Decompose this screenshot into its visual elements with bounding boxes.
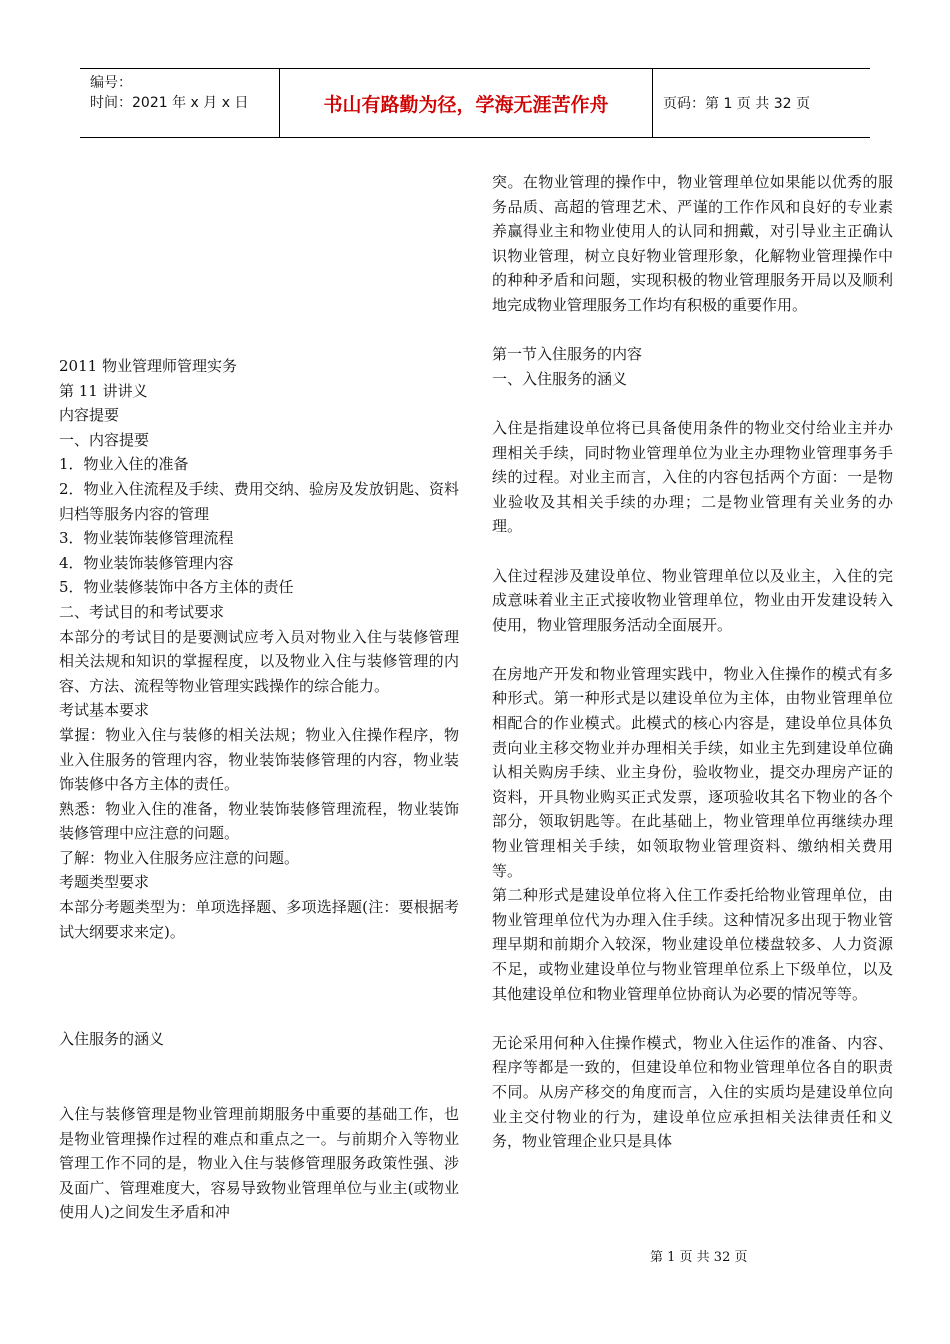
section-heading: 入住服务的涵义: [59, 1030, 165, 1048]
paragraph: 本部分考题类型为：单项选择题、多项选择题(注：要根据考试大纲要求来定)。: [59, 898, 459, 941]
paragraph: 入住与装修管理是物业管理前期服务中重要的基础工作，也是物业管理操作过程的难点和重点之一。与前期介入等物业管理工作不同的是，物业入住与装修管理服务政策性强、涉及面广、管理难度大，容易导致物业管理单位与业主(或物业使用人)之间发生矛盾和冲: [59, 1105, 459, 1222]
paragraph: 了解：物业入住服务应注意的问题。: [59, 848, 300, 867]
subheading: 考试基本要求: [59, 701, 150, 720]
doc-number-label: 编号：: [90, 75, 132, 91]
list-item: 4．物业装饰装修管理内容: [59, 553, 234, 572]
section-heading: 二、考试目的和考试要求: [59, 602, 225, 621]
list-item: 2．物业入住流程及手续、费用交纳、验房及发放钥匙、资料归档等服务内容的管理: [59, 479, 459, 523]
header-motto: 书山有路勤为径，学海无涯苦作舟: [280, 69, 653, 137]
list-item: 1．物业入住的准备: [59, 455, 189, 474]
left-section-heading-block: [59, 1027, 459, 1052]
section-heading: 一、内容提要: [59, 430, 150, 449]
paragraph: 入住过程涉及建设单位、物业管理单位以及业主，入住的完成意味着业主正式接收物业管理单位，物业由开发建设转入使用，物业管理服务活动全面展开。: [492, 566, 893, 634]
list-item: 5．物业装修装饰中各方主体的责任: [59, 578, 294, 597]
left-paragraph-block: [59, 1102, 459, 1225]
lecture-number: 第 11 讲讲义: [59, 381, 148, 400]
paragraph: 在房地产开发和物业管理实践中，物业入住操作的模式有多种形式。第一种形式是以建设单位为主体，由物业管理单位相配合的作业模式。此模式的核心内容是，建设单位具体负责向业主移交物业并办理相关手续，如业主先到建设单位确认相关购房手续、业主身份，验收物业，提交办理房产证的资料，开具物业购买正式发票，逐项验收其名下物业的各个部分，领取钥匙等。在此基础上，物业管理单位再继续办理物业管理相关手续，如领取物业管理资料、缴纳相关费用等。: [492, 664, 893, 880]
paragraph: 无论采用何种入住操作模式，物业入住运作的准备、内容、程序等都是一致的，但建设单位和物业管理单位各自的职责不同。从房产移交的角度而言，入住的实质均是建设单位向业主交付物业的行为，建设单位应承担相关法律责任和义务，物业管理企业只是具体: [492, 1033, 893, 1151]
list-item: 3．物业装饰装修管理流程: [59, 529, 234, 548]
paragraph: 本部分的考试目的是要测试应考入员对物业入住与装修管理相关法规和知识的掌握程度，以及物业入住与装修管理的内容、方法、流程等物业管理实践操作的综合能力。: [59, 627, 459, 695]
page-footer: 第 1 页 共 32 页: [650, 1250, 748, 1265]
paragraph: 第二种形式是建设单位将入住工作委托给物业管理单位，由物业管理单位代为办理入住手续。这种情况多出现于物业管理早期和前期介入较深，物业建设单位楼盘较多、人力资源不足，或物业建设单位与物业管理单位系上下级单位，以及其他建设单位和物业管理单位协商认为必要的情况等等。: [492, 886, 893, 1003]
subheading: 考题类型要求: [59, 873, 150, 892]
paragraph: 突。在物业管理的操作中，物业管理单位如果能以优秀的服务品质、高超的管理艺术、严谨的工作作风和良好的专业素养赢得业主和物业使用人的认同和拥戴，对引导业主正确认识物业管理，树立良好物业管理形象，化解物业管理操作中的种种矛盾和问题，实现积极的物业管理服务开局以及顺利地完成物业管理服务工作均有积极的重要作用。: [492, 173, 893, 314]
section-title: 第一节入住服务的内容: [492, 345, 643, 364]
subsection-title: 一、入住服务的涵义: [492, 369, 628, 388]
right-column: [492, 170, 893, 1154]
content-summary-heading: 内容提要: [59, 406, 120, 425]
paragraph: 入住是指建设单位将已具备使用条件的物业交付给业主并办理相关手续，同时物业管理单位为业主办理物业管理事务手续的过程。对业主而言，入住的内容包括两个方面：一是物业验收及其相关手续的办理；二是物业管理有关业务的办理。: [492, 418, 893, 536]
paragraph: 熟悉：物业入住的准备，物业装饰装修管理流程，物业装饰装修管理中应注意的问题。: [59, 799, 459, 843]
doc-date: 时间：2021 年 x 月 x 日: [90, 95, 249, 111]
course-title: 2011 物业管理师管理实务: [59, 357, 237, 375]
header-meta: [80, 69, 280, 137]
header-page-info: 页码：第 1 页 共 32 页: [663, 96, 810, 112]
left-column-intro: [59, 354, 459, 944]
paragraph: 掌握：物业入住与装修的相关法规；物业入住操作程序，物业入住服务的管理内容，物业装饰装修管理的内容，物业装饰装修中各方主体的责任。: [59, 725, 459, 794]
page-header: [80, 68, 870, 138]
